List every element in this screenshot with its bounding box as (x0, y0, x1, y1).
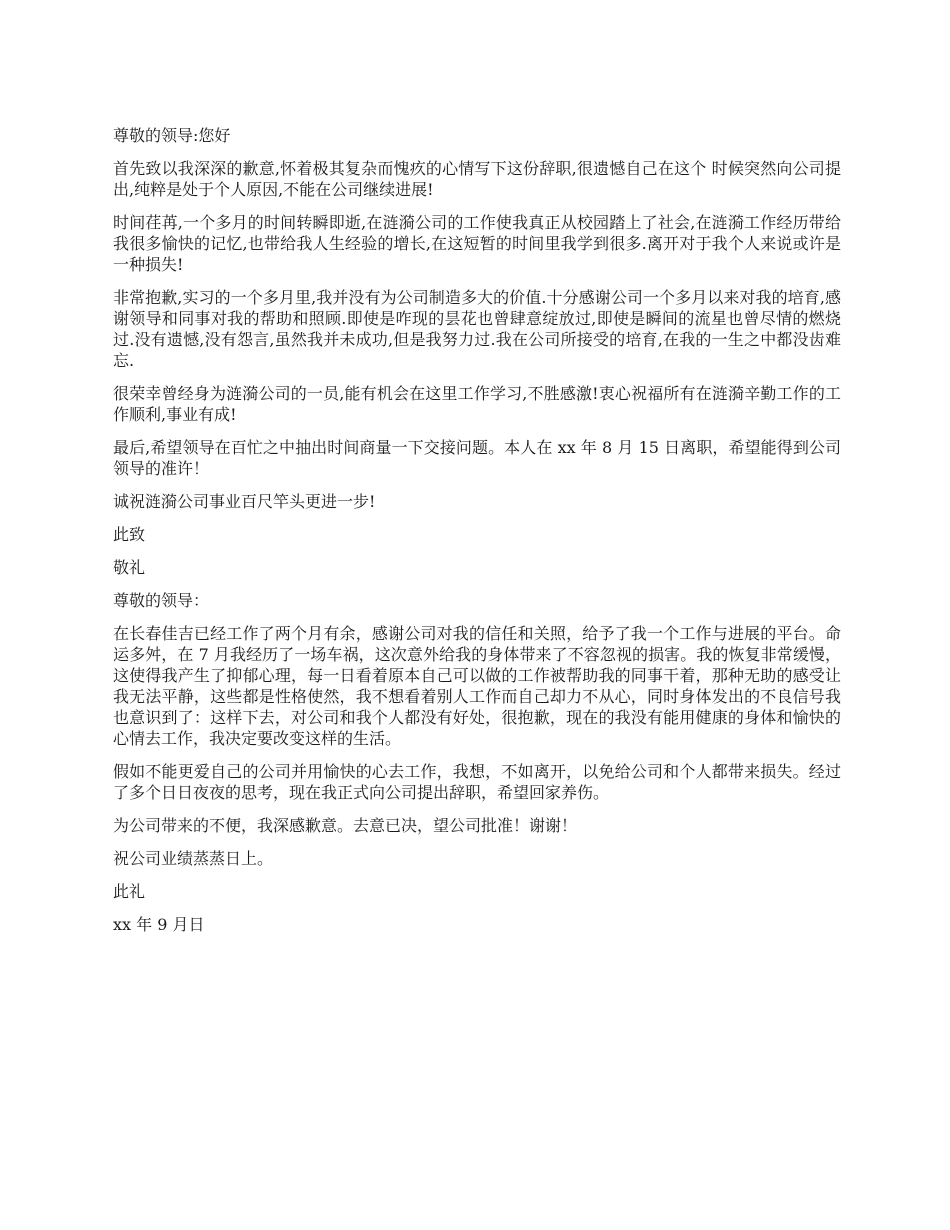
letter2-paragraph-2: 假如不能更爱自己的公司并用愉快的心去工作，我想，不如离开，以免给公司和个人都带来损失。经过了多个日日夜夜的思考，现在我正式向公司提出辞职，希望回家养伤。 (113, 762, 841, 802)
letter2-salutation: 尊敬的领导： (113, 591, 210, 610)
letter2-date: xx 年 9 月日 (113, 915, 205, 934)
letter1-paragraph-4: 很荣幸曾经身为涟漪公司的一员,能有机会在这里工作学习,不胜感激!衷心祝福所有在涟漪辛勤工作的工作顺利,事业有成! (113, 384, 841, 424)
letter-content (113, 125, 841, 947)
letter2-paragraph-4: 祝公司业绩蒸蒸日上。 (113, 849, 274, 868)
letter1-paragraph-3: 非常抱歉,实习的一个多月里,我并没有为公司制造多大的价值.十分感谢公司一个多月以来对我的培育,感谢领导和同事对我的帮助和照顾.即使是咋现的昙花也曾肆意绽放过,即使是瞬间的流星也曾尽情的燃烧过.没有遗憾,没有怨言,虽然我并未成功,但是我努力过.我在公司所接受的培育,在我的一生之中都没齿难忘. (113, 288, 841, 370)
letter1-paragraph-5: 最后,希望领导在百忙之中抽出时间商量一下交接问题。本人在 xx 年 8 月 15 日离职，希望能得到公司领导的准许！ (113, 438, 841, 478)
letter1-salutation: 尊敬的领导:您好 (113, 126, 231, 145)
letter1-paragraph-6: 诚祝涟漪公司事业百尺竿头更进一步! (113, 492, 376, 511)
letter2-closing: 此礼 (113, 882, 146, 901)
letter1-closing-1: 此致 (113, 525, 146, 544)
letter2-paragraph-3: 为公司带来的不便，我深感歉意。去意已决，望公司批准！谢谢！ (113, 816, 578, 835)
letter1-paragraph-1: 首先致以我深深的歉意,怀着极其复杂而愧疚的心情写下这份辞职,很遗憾自己在这个 时候突然向公司提出,纯粹是处于个人原因,不能在公司继续进展! (113, 159, 841, 199)
letter1-closing-2: 敬礼 (113, 558, 146, 577)
letter1-paragraph-2: 时间荏苒,一个多月的时间转瞬即逝,在涟漪公司的工作使我真正从校园踏上了社会,在涟漪工作经历带给我很多愉快的记忆,也带给我人生经验的增长,在这短暂的时间里我学到很多.离开对于我个人来说或许是一种损失! (113, 213, 841, 274)
letter2-paragraph-1: 在长春佳吉已经工作了两个月有余，感谢公司对我的信任和关照，给予了我一个工作与进展的平台。命运多舛，在 7 月我经历了一场车祸，这次意外给我的身体带来了不容忽视的损害。我的恢复非常缓慢，这使得我产生了抑郁心理，每一日看着原本自己可以做的工作被帮助我的同事干着，那种无助的感受让我无法平静，这些都是性格使然，我不想看着别人工作而自己却力不从心，同时身体发出的不良信号我也意识到了：这样下去，对公司和我个人都没有好处，很抱歉，现在的我没有能用健康的身体和愉快的心情去工作，我决定要改变这样的生活。 (113, 624, 841, 748)
